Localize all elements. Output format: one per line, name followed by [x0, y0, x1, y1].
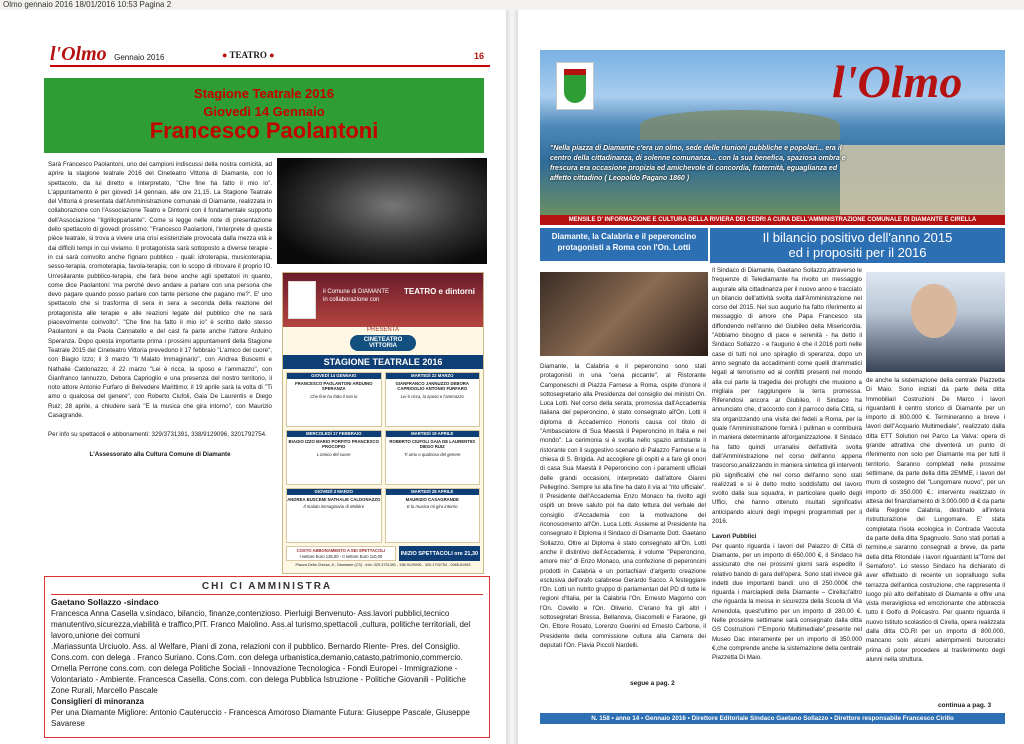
- masthead-date: Gennaio 2016: [114, 53, 165, 62]
- show-card: MARTEDÌ 28 APRILE MAURIZIO CASAGRANDE E la musica mi gira intorno: [385, 488, 481, 543]
- abbonamento-box: COSTO ABBONAMENTO A SEI SPETTACOLI I settore Euro 135,00 - II settore Euro 110,00: [286, 546, 396, 561]
- article-body: [48, 160, 272, 459]
- chi-ci-line: Francesca Anna Casella v.sindaco, bilancio, finanze,contenzioso. Pierluigi Benvenuto- Ass.lavori pubblici,tecnico manutentivo,sicurezza,viabilità e traffico,PIT. Franco Maiolino. Ass.al turismo,spettacoli ,cultura, politiche territoriali, del lavoro,unione dei comuni: [51, 609, 471, 640]
- page-fold: [506, 10, 518, 744]
- right-page: [518, 10, 1024, 744]
- show-card: MARTEDÌ 19 APRILE ROBERTO CIUFOLI GAIA DE LAURENTIIS DIEGO RUIZ Ti amo o qualcosa del genere: [385, 430, 481, 485]
- show-card: MERCOLEDÌ 17 FEBBRAIO BIAGIO IZZO MARIO PORFITO FRANCESCO PROCOPIO L'amico del cuore: [286, 430, 382, 485]
- chi-ci-rule: [51, 594, 483, 595]
- bilancio-text-continued: de anche la sistemazione della centrale Piazzetta Di Maio. Sono iniziati da parte della ditta Immobiliari Costruzioni De Marco i lavori riguardanti il centro storico di Diamante per un importo di 800.000 €. Termineranno a breve i lavori dell"Acquario Multimediale", realizzato dalla ditta ETT Solution nel Parco La Valva: opera di grande attrattiva che diventerà un punto di riferimento non solo per Diamante ma per tutti il territorio. Saranno completati nelle prossime settimane, da parte della ditta 2EMME, i lavori del muro di sostegno del "Lungomare nuovo", per un importo di 350.000 €.: intervento realizzato in attesa del finanziamento di 3.000.000 di € da parte della Regione Calabria, destinato all'intera ristrutturazione del Lungomare. E' stata completata l'isola ecologica in Contrada Vaccuta da parte della ditta Spagnuolo. Sono stati portati a termine,e saranno consegnati a breve, da parte della ditta Ritondale i lavori riguardanti la"Torre del Semaforo". Lo stesso Sindaco ha dichiarato di aver effettuato di recente un sopralluogo sulla terrazza dell'antica costruzione, che rappresenta il luogo più alto dell'abitato di Diamante e offre una vista meravigliosa ed emozionante che abbraccia tutto il Golfo di Policastro. Per quanto riguarda il nuovo Istituto scolastico di Cirella, opera realizzata dalla ditta CO.RI per un importo di 800.000, mancano solo alcuni adempimenti burocratici prima di poter procedere al trasferimento degli alunni nella struttura.: [866, 377, 1005, 663]
- chi-ci-amministra-box: [44, 576, 490, 738]
- lavori-text: Per quanto riguarda i lavori del Palazzo di Città di Diamante, per un importo di 650.000 €, il Sindaco ha assicurato che nei prossimi giorni sarà espedito il relativo bando di gara dell'opera. Sono stati invece già indetti due importanti bandi: uno di 250.000€ che riguarda i marciapiedi della Diamante – Cirella;l'altro che riguarda la messa in sicurezza della Scuola di Via Amendola, quest'ultimo per un importo di 280.00 €. Nelle prossime settimane sarà consegnato dalla ditta GS Costruzioni l'"Emporio Multimediale",presente nel Museo Dac interamente per un importo di 350.000 €,che comprende anche la sistemazione della centrale Piazzetta Di Maio.: [712, 542, 862, 662]
- bullet-icon: ●: [222, 50, 228, 60]
- poster-header: [283, 273, 483, 327]
- poster-footer: [283, 546, 483, 561]
- coat-of-arms-icon: [288, 281, 316, 319]
- contact-line: Per info su spettacoli e abbonamenti: 329/3731391, 338/9129096, 3201792754.: [48, 431, 267, 439]
- lavori-heading: Lavori Pubblici: [712, 533, 757, 541]
- page-number: 16: [474, 51, 485, 61]
- hero-line-1: Stagione Teatrale 2016: [194, 86, 334, 101]
- poster-address: Piazza Della Chiesa, 8 - Diamante (CS) - info: 329.3731391 - 338.9129096 - 320.1792754 - 0985.81083: [295, 563, 471, 567]
- season-poster: [282, 272, 484, 574]
- col-bilancio-2: [866, 376, 1005, 694]
- segue-label: segue a pag. 2: [630, 680, 675, 687]
- poster-title: STAGIONE TEATRALE 2016: [283, 355, 483, 369]
- olmo-quote: "Nella piazza di Diamante c'era un olmo, sede delle riunioni pubbliche e popolari... era il centro della cittadinanza, di solenne comunanza... con la sua benefica, spaziosa ombra e frescura era occasione propizia ed amichevole di concordia, fraternità, eguaglianza ed affetto cittadino ( Leopoldo Pagano 1860 ): [550, 145, 846, 182]
- section-label: [222, 50, 275, 60]
- header-panorama: [540, 50, 1005, 215]
- poster-cinema: CINETEATRO VITTORIA: [350, 335, 416, 351]
- sindaco-line: Gaetano Sollazzo -sindaco: [51, 597, 159, 607]
- hero-banner: [44, 78, 484, 153]
- show-card: GIOVEDÌ 14 GENNAIO FRANCESCO PAOLANTONI ARDUINO SPERANZA Che fine ha fatto il mio io: [286, 372, 382, 427]
- hero-line-2: Giovedì 14 Gennaio: [203, 104, 325, 119]
- sindaco-photo: [866, 272, 1005, 372]
- masthead-brand: l'Olmo: [50, 43, 107, 65]
- coat-of-arms-icon: [556, 62, 594, 110]
- lotti-headline: Diamante, la Calabria e il peperoncino protagonisti a Roma con l'On. Lotti: [540, 228, 708, 261]
- poster-logo: TEATRO e dintorni: [404, 287, 475, 296]
- show-card: GIOVEDÌ 3 MARZO ANDREA BUSCEMI NATHALIE CALDONAZZO Il malato immaginario di Molière: [286, 488, 382, 543]
- show-card: MARTEDÌ 22 MARZO GIANFRANCO JANNUZZO DEBORA CAPRIOGLIO ANTONIO FURFARO Lei è ricca, la sposo e l'ammazzo: [385, 372, 481, 427]
- lotti-ceremony-photo: [540, 272, 708, 356]
- chi-ci-line: .Mariassunta Urciuolo. Ass. al Welfare, Piani di zona, relazioni con il pubblico. Bernardo Riente- Pres. del Consiglio.: [51, 642, 460, 651]
- masthead-rule: [50, 65, 490, 67]
- left-page: [0, 10, 506, 744]
- col-lotti: [540, 362, 706, 686]
- promontory-shape: [640, 110, 840, 140]
- bilancio-text: Il Sindaco di Diamante, Gaetano Sollazzo,attraverso le frequenze di Telediamante ha rivolto un messaggio augurale alla cittadinanza per il nuovo anno e tracciato un bilancio dell'attività svolta dall'Amministrazione nel corso del 2015. Nel suo augurio ha fatto riferimento al messaggio di amore che Papa Francesco sta diffondendo nell'anno del Giubileo della Misericordia. "Abbiamo bisogno di pace e serenità - ha detto il Sindaco Sollazzo - e l'augurio è che il 2016 porti nelle case di tutti noi uno spiraglio di speranza, dopo un anno segnato da accadimenti come quelli drammatici legati al terrorismo ed ai conflitti presenti nel mondo alla cui parte la tragedia dei profughi che muoiono a migliaia per raggiungere la terra promessa. Riferendosi ancora al Giubileo, il Sindaco ha annunciato che, d'accordo con il parroco della Città, si sta organizzando una visita dei fedeli a Roma, per la quale l'Amministrazione fornirà i pullman e contribuirà in maniera determinante all'organizzazione. Il Sindaco ha fatto quindi un'analisi dell'attività svolta dall'Amministrazione nel corso dell'anno appena trascorso,analizzando in maniera sintetica gli interventi più significativi che nel corso dell'anno sono stati realizzati e si è detto molto soddisfatto del lavoro svolto dalla sua squadra, in particolare quello degli Uffici, che hanno ottenuto risultati significativi anticipando alcuni degli impegni programmati per il 2016.: [712, 267, 862, 526]
- poster-presenta: PRESENTA: [367, 327, 399, 333]
- chi-ci-title: CHI CI AMMINISTRA: [201, 581, 333, 592]
- poster-org: il Comune di DIAMANTE in collaborazione con: [323, 289, 390, 303]
- inizio-box: INIZIO SPETTACOLI ore 21,30: [399, 546, 480, 561]
- hero-line-3: Francesco Paolantoni: [149, 118, 379, 143]
- issue-footer: N. 158 • anno 14 • Gennaio 2016 • Direttore Editoriale Sindaco Gaetano Sollazzo • Direttore responsabile Francesco Cirillo: [540, 713, 1005, 724]
- chi-ci-line: Cons.com. con delega . Franco Suriano. Cons.Com. con delega urbanistica,demanio,catasto,patrimonio,commercio.: [51, 653, 463, 662]
- print-header: Olmo gennaio 2016 18/01/2016 10:53 Pagina 2: [3, 0, 172, 9]
- mensile-banner: MENSILE D' INFORMAZIONE E CULTURA DELLA RIVIERA DEI CEDRI A CURA DELL'AMMINISTRAZIONE COMUNALE DI DIAMANTE E CIRELLA: [540, 215, 1005, 225]
- article-text: Sarà Francesco Paolantoni, uno dei campioni indiscussi della nostra comicità, ad aprire la stagione teatrale 2016 del Cineteatro Vittoria di Diamante, con lo spettacolo, da lui diretto e interpretato, "Che fine ha fatto il mio io". L'appuntamento è per giovedì 14 gennaio, alle ore 21,15. La Stagione Teatrale del Vittoria è presentata dall'Amministrazione comunale di Diamante, realizzata in collaborazione con l'Associazione Teatro e Dintorni con il fondamentale supporto dell'Associazione "Ilgrillopparlante". Come si legge nelle note di presentazione dello spettacolo di giovedì prossimo: "Francesco Paolantoni, l'interprete di questa pièce teatrale, si trova a vivere una crisi esistenziale provocata dalla mezza età e dai difficili tempi in cui viviamo. Il protagonista sarà sottoposto a diverse terapie - in cui sarà coinvolto anche l'ignaro pubblico - quali: idroterapia, musicoterapia, sesso-terapia, cromoterapia, favola-terapia; con lo scopo di ritrovare il proprio IO. Un'esilarante pubblico-terapia, che farà bene anche agli spettatori in quanto, come dice Paolantoni: 'ma perché devo andare a parlare con una persona che devo pagare quando posso parlare con tante persone che pagano me?'. E' uno spettacolo che si trasforma di sera in sera a seconda della reazione del protagonista alle terapie e alle reazioni legate del pubblico che ne sarà piacevolmente coinvolto". "Che fine ha fatto il mio io" è scritto dallo stesso Paolantoni e da Paola Cannatello e del cast fa parte anche l'attore Arduino Speranza. Dopo questa importante prima i prossimi appuntamenti della Stagione Teatrale 2015 del Cineteatro Vittoria prevedono il 17 febbraio "L'amico del cuore", con Biagio Izzo; il 3 marzo "Il Malato Immaginario", con Andrea Buscemi e Nathalie Caldonazzo; il 22 marzo "Lei è ricca, la sposo e l'ammazzo", con Gianfranco Iannuzzo, Debora Caprioglio e una presenza del nostro territorio, il noto attore Antonio Furfaro di Belvedere Marittimo; il 19 aprile sarà la volta di "Ti amo o qualcosa del genere", con Roberto Ciufoli, Gaia De Laurentis e Diego Ruiz; 28 aprile, a chiudere sarà "E la musica che gira intorno", con Maurizio Casagrande.: [48, 161, 272, 420]
- bullet-icon: ●: [269, 50, 275, 60]
- chi-ci-body: [45, 597, 489, 729]
- chi-ci-line: Per una Diamante Migliore: Antonio Cauteruccio - Francesca Amoroso Diamante Futura: Giuseppe Pascale, Giuseppe Savarese: [51, 708, 470, 728]
- bilancio-headline: Il bilancio positivo dell'anno 2015 ed i propositi per il 2016: [710, 228, 1005, 263]
- poster-shows-grid: [283, 369, 483, 546]
- masthead: [50, 43, 164, 66]
- signature: L'Assessorato alla Cultura Comune di Diamante: [89, 450, 231, 458]
- minoranza-heading: Consiglieri di minoranza: [51, 697, 144, 706]
- portrait-face-shape: [911, 284, 957, 338]
- town-shape: [840, 145, 1005, 215]
- continua-label: continua a pag. 3: [938, 702, 992, 709]
- col-bilancio-1: [712, 266, 862, 692]
- masthead-brand: l'Olmo: [832, 56, 963, 107]
- lotti-text: Diamante, la Calabria e il peperoncino sono stati protagonisti in una "cena piccante", al Ristorante Camponeschi di Piazza Farnese a Roma, ospite d'onore il sottosegretario alla Presidenza del consiglio dei ministri On. Luca Lotti. Nel corso della serata, promossa dall'Accademia italiana del peperoncino, è stato consegnato all'On. Lotti il diploma di Accademico Honoris causa col titolo di "Ambasciatore di Sua Maestà il Peperoncino in Italia e nel mondo". La cerimonia si è svolta nello spazio antistante il ristorante con il suggestivo scenario di Palazzo Farnese e la chiesa di S. Brigida. Ad accogliere gli ospiti e a fare gli onori di casa Sua Maestà il Peperoncino con i paramenti ufficiali delle grandi occasioni, interpretato dall'attore Gianni Pellegrino. Sempre lui alla fine ha dato il via al "rito ufficiale". Il Presidente dell'Accademia Enzo Monaco ha rivolto agli ospiti un breve saluto poi ha dato lettura del verbale del consiglio d'Accademia con la motivazione del riconoscimento all'On. Luca Lotti. Assieme al Presidente ha consegnato il Diploma il Sindaco di Diamante Dott. Gaetano Sollazzo. Oltre al Diploma è stato consegnato all'On. Lotti anche il distintivo dell'Accademia, il volume "Peperoncino, amore mio" di Enzo Monaco, una confezione di peperoncini prodotti in Calabria e un portachiavi d'argento creazione esclusiva dell'orafo calabrese Gerardo Sacco. A festeggiare l'On. Lotti un nutrito gruppo di parlamentari del PD di tutte le regioni d'Italia, per la Calabria l'On. Ernesto Magorno con l'On. Covello e l'On. Oliverio. C'erano fra gli altri i sottosegretari Bressa, Bellanova, Giacomelli e Faraone, gli On. Ettore Rosato, Lorenzo Guerini ed Ernesto Carbone, il Presidente della commissione cultura alla Camera dei deputati l'On. Flavia Piccoli Nardelli.: [540, 363, 706, 649]
- section-name: TEATRO: [229, 50, 267, 60]
- paolantoni-photo: [277, 158, 487, 264]
- chi-ci-line: Ornella Perrone cons.com. con delega Politiche Sociali - Innovazione Tecnologica - Fondi Europei - Immigrazione - Volontariato - Ambiente. Francesca Casella. Cons.com. con delega Pubblica Istruzione - Politiche Giovanili - Politiche Zone Rurali, Marcello Pascale: [51, 664, 466, 695]
